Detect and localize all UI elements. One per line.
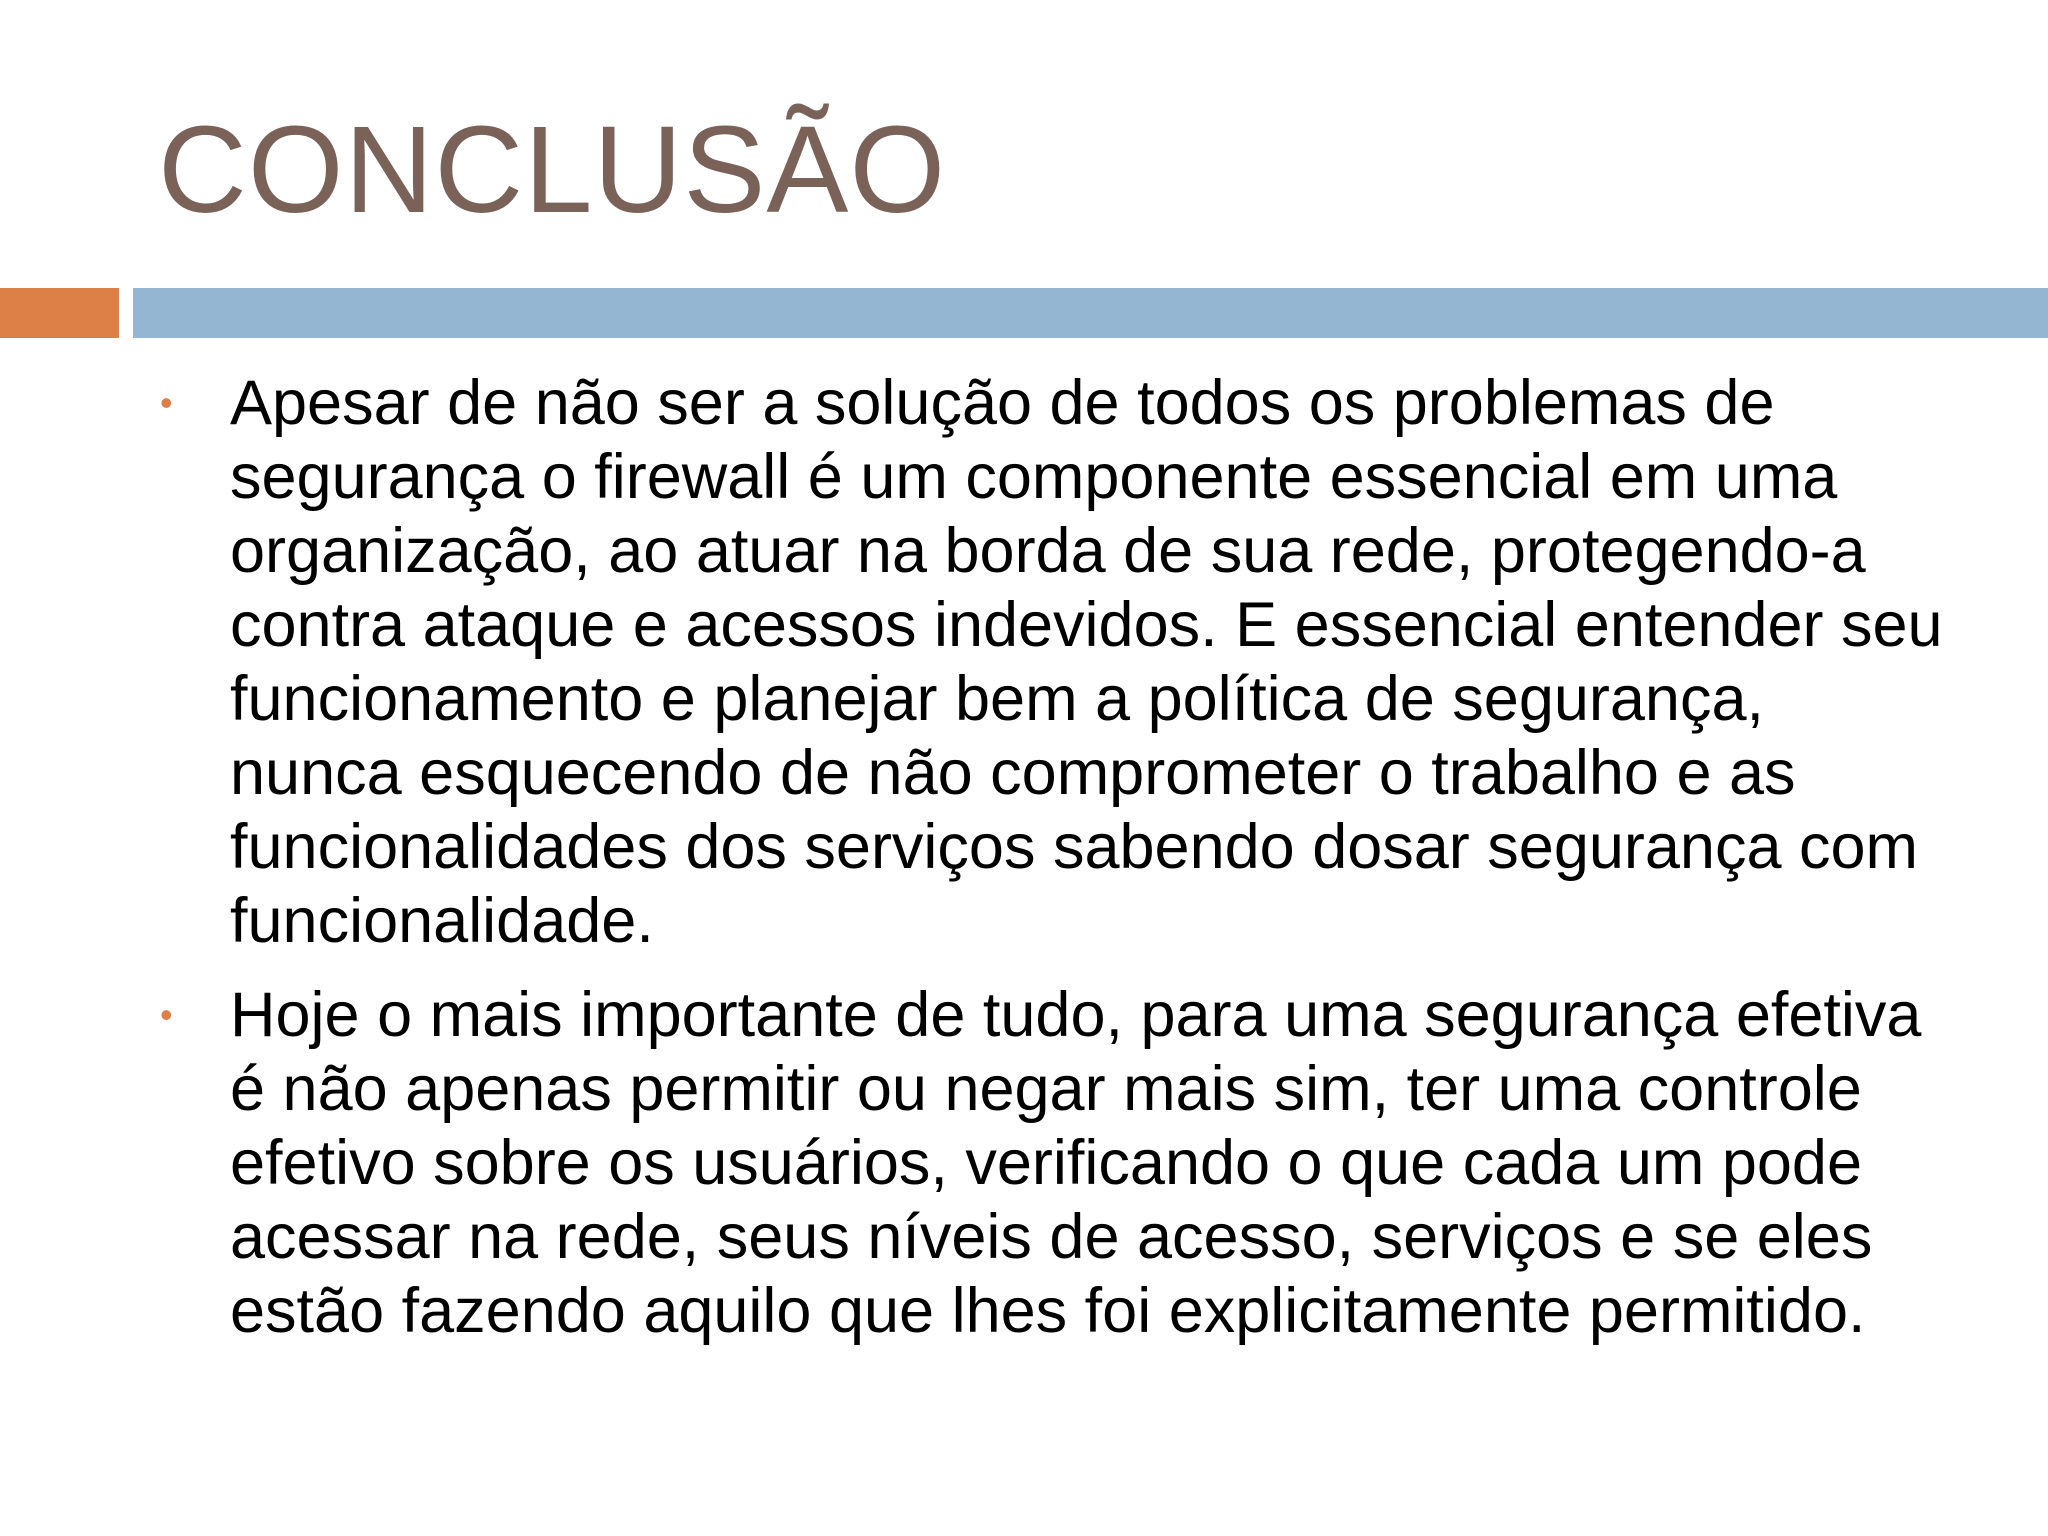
bullet-icon: • [160,382,173,423]
accent-bar-orange [0,288,119,338]
accent-bar-blue [133,288,2048,338]
bullet-item [150,978,1950,1348]
bullet-icon: • [160,994,173,1035]
bullet-item [150,366,1950,958]
bullet-text: Apesar de não ser a solução de todos os problemas de segurança o firewall é um componente essencial em uma organização, ao atuar na borda de sua rede, protegendo-a contra ataque e acessos indevidos. E essencial entender seu funcionamento e planejar bem a política de segurança, nunca esquecendo de não comprometer o trabalho e as funcionalidades dos serviços sabendo dosar segurança com funcionalidade. [230,368,1943,956]
bullet-text: Hoje o mais importante de tudo, para uma segurança efetiva é não apenas permitir ou negar mais sim, ter uma controle efetivo sobre os usuários, verificando o que cada um pode acessar na rede, seus níveis de acesso, serviços e se eles estão fazendo aquilo que lhes foi explicitamente permitido. [230,980,1922,1346]
slide-title: CONCLUSÃO [158,102,947,239]
bullet-list [150,366,1950,1368]
